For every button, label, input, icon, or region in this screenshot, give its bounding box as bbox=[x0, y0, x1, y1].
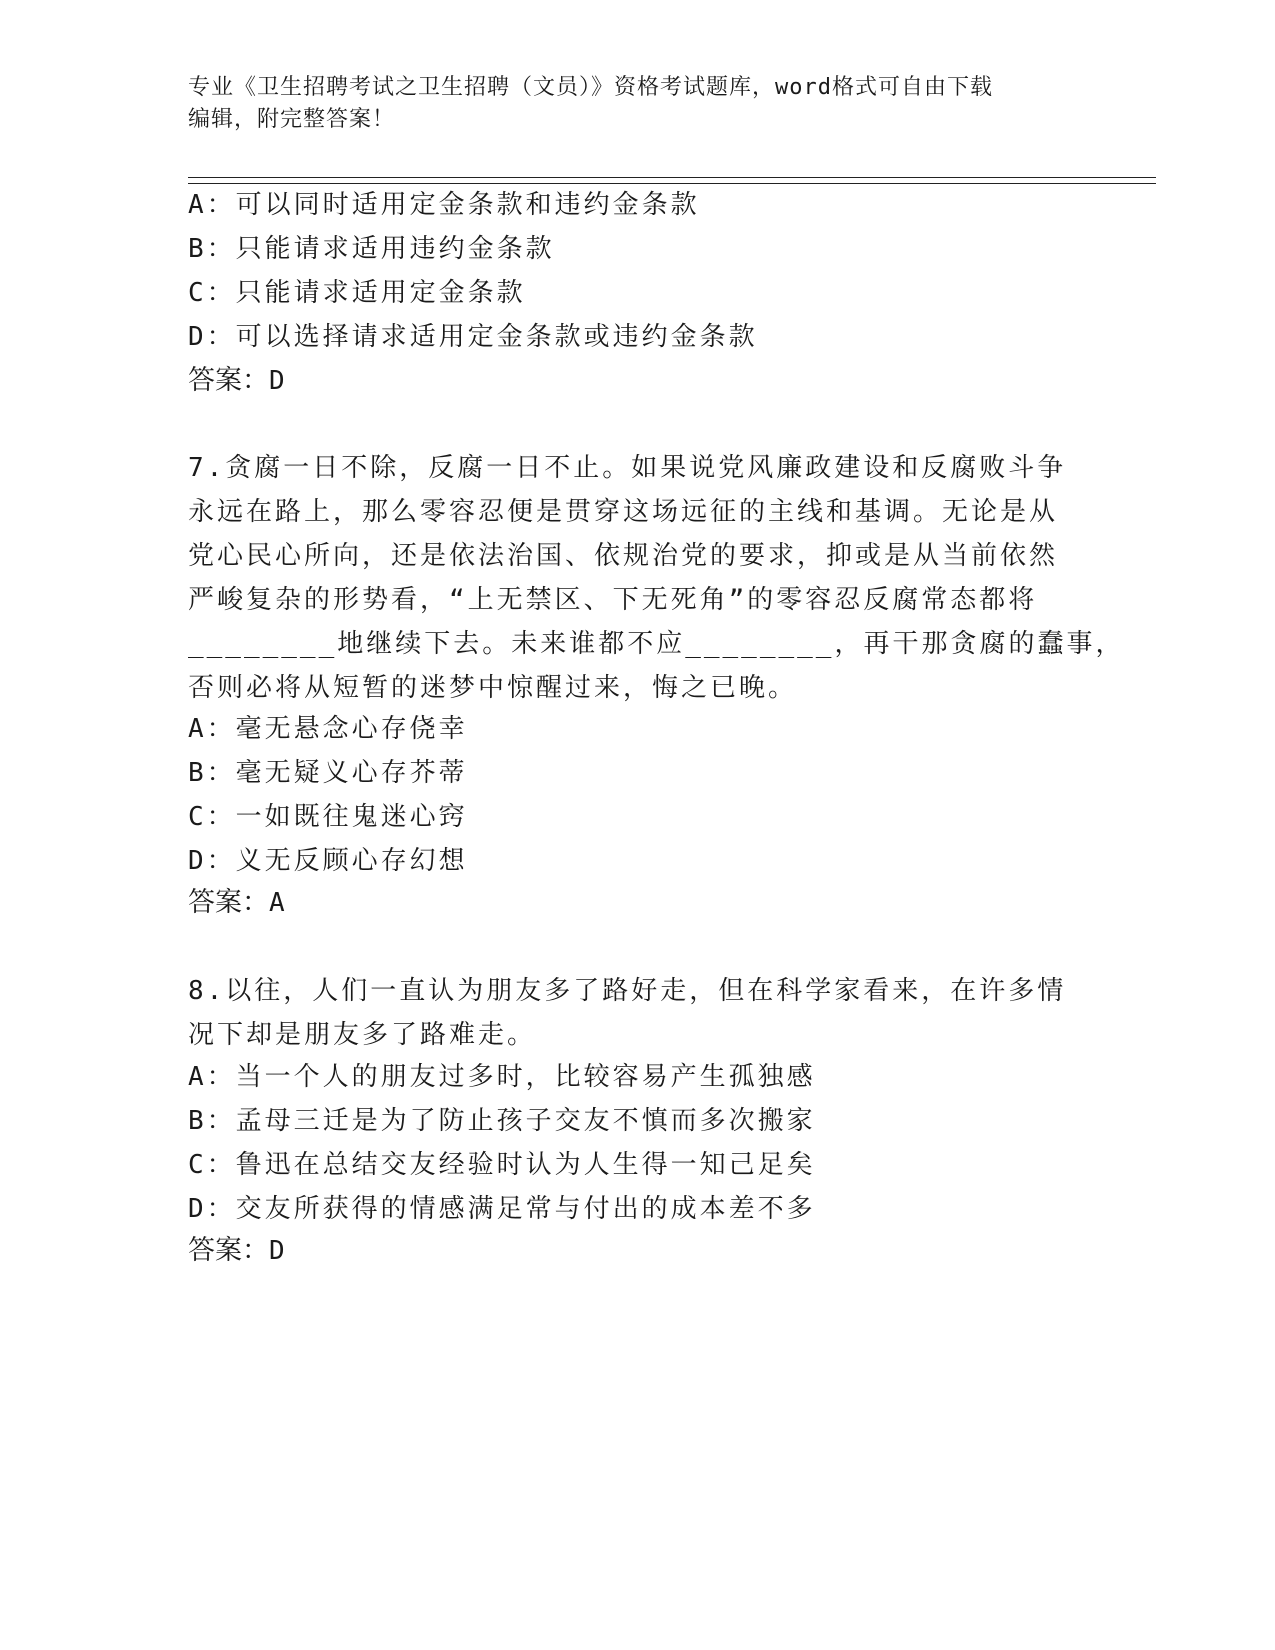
q6-answer-value: D bbox=[269, 366, 285, 396]
q7-option-b: B：毫无疑义心存芥蒂 bbox=[188, 758, 468, 788]
q7-stem-line-6: 否则必将从短暂的迷梦中惊醒过来，悔之已晚。 bbox=[188, 673, 798, 703]
q8-answer-label: 答案： bbox=[188, 1235, 269, 1266]
q7-option-d: D：义无反顾心存幻想 bbox=[188, 846, 468, 876]
q8-option-d: D：交友所获得的情感满足常与付出的成本差不多 bbox=[188, 1194, 816, 1224]
header-line-2: 编辑，附完整答案！ bbox=[188, 107, 396, 132]
document-header bbox=[188, 72, 1088, 136]
q6-option-b: B：只能请求适用违约金条款 bbox=[188, 234, 555, 264]
q8-option-c: C：鲁迅在总结交友经验时认为人生得一知己足矣 bbox=[188, 1150, 816, 1180]
header-divider-top bbox=[188, 177, 1156, 178]
q8-stem-line-2: 况下却是朋友多了路难走。 bbox=[188, 1020, 537, 1050]
q6-option-a: A：可以同时适用定金条款和违约金条款 bbox=[188, 190, 700, 220]
q7-answer-value: A bbox=[269, 888, 285, 918]
q8-option-a: A：当一个人的朋友过多时，比较容易产生孤独感 bbox=[188, 1062, 816, 1092]
q7-option-c: C：一如既往鬼迷心窍 bbox=[188, 802, 468, 832]
header-divider-bottom bbox=[188, 183, 1156, 184]
q7-answer bbox=[188, 888, 285, 918]
q7-stem-line-1: 7.贪腐一日不除，反腐一日不止。如果说党风廉政建设和反腐败斗争 bbox=[188, 453, 1067, 483]
header-line-1: 专业《卫生招聘考试之卫生招聘（文员）》资格考试题库，word格式可自由下载 bbox=[188, 75, 993, 100]
q7-answer-label: 答案： bbox=[188, 887, 269, 918]
q7-stem-line-5: ________地继续下去。未来谁都不应________，再干那贪腐的蠢事， bbox=[188, 629, 1125, 659]
q8-stem-line-1: 8.以往，人们一直认为朋友多了路好走，但在科学家看来，在许多情 bbox=[188, 976, 1067, 1006]
q8-answer-value: D bbox=[269, 1236, 285, 1266]
q8-option-b: B：孟母三迁是为了防止孩子交友不慎而多次搬家 bbox=[188, 1106, 816, 1136]
q6-answer bbox=[188, 366, 285, 396]
q6-option-d: D：可以选择请求适用定金条款或违约金条款 bbox=[188, 322, 758, 352]
q7-stem-line-3: 党心民心所向，还是依法治国、依规治党的要求，抑或是从当前依然 bbox=[188, 541, 1059, 571]
q7-stem-line-4: 严峻复杂的形势看，“上无禁区、下无死角”的零容忍反腐常态都将 bbox=[188, 585, 1038, 615]
q6-option-c: C：只能请求适用定金条款 bbox=[188, 278, 526, 308]
q7-option-a: A：毫无悬念心存侥幸 bbox=[188, 714, 468, 744]
q8-answer bbox=[188, 1236, 285, 1266]
q7-stem-line-2: 永远在路上，那么零容忍便是贯穿这场远征的主线和基调。无论是从 bbox=[188, 497, 1059, 527]
q6-answer-label: 答案： bbox=[188, 365, 269, 396]
